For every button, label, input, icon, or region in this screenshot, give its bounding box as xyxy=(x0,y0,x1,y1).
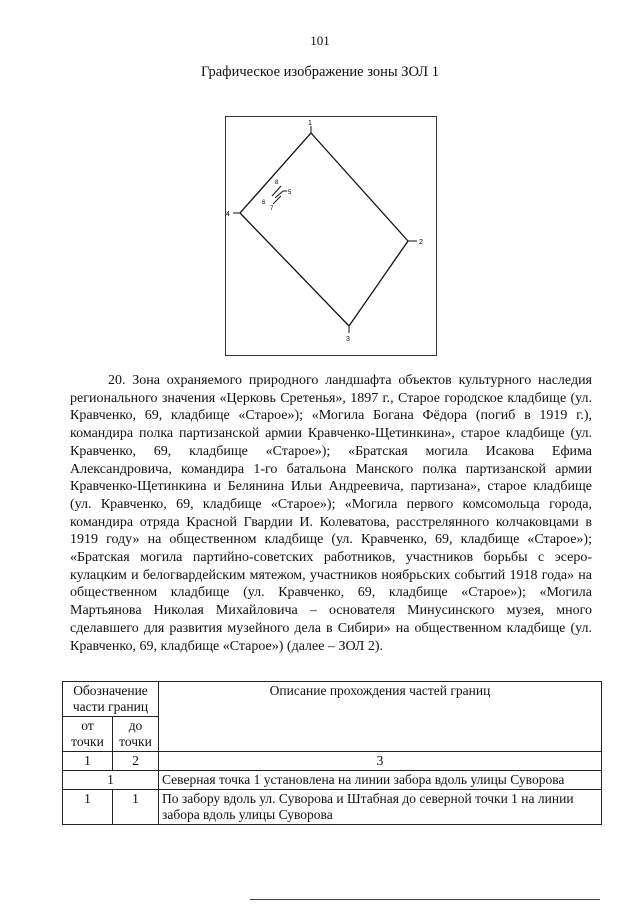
zone-boundary-diagram xyxy=(225,116,437,356)
point-label-3: 3 xyxy=(346,336,350,343)
table-row xyxy=(63,771,602,790)
column-number: 3 xyxy=(159,752,602,771)
header-description: Описание прохождения частей границ xyxy=(159,682,602,752)
scan-edge-line xyxy=(250,899,600,900)
from-cell: 1 xyxy=(63,790,113,825)
zone-description-paragraph: 20. Зона охраняемого природного ландшафта объектов культурного наследия регионального значения «Церковь Сретенья», 1897 г., Старое городское кладбище (ул. Кравченко, 69, кладбище «Старое»); «Могила Богана Фёдора (погиб в 1919 г.), командира полка партизанской армии Кравченко-Щетинкина», старое кладбище (ул. Кравченко, 69, кладбище «Старое»); «Братская могила Исакова Ефима Александровича, командира 1-го батальона Манского полка партизанской армии Кравченко-Щетинкина и Белянина Ильи Андреевича, партизана», старое кладбище (ул. Кравченко, 69, кладбище «Старое»); «Могила первого комсомольца города, командира отряда Красной Гвардии И. Колеватова, расстрелянного колчаковцами в 1919 году» на общественном кладбище (ул. Кравченко, 69, кладбище «Старое»); «Братская могила партийно-советских работников, участников борьбы с эсеро-кулацким и белогвардейским мятежом, участников ноябрьских событий 1918 года» на общественном кладбище (ул. Кравченко, 69, кладбище «Старое»); «Могила Мартьянова Николая Михайловича – основателя Минусинского музея, много сделавшего для развития музейного дела в Сибири» на общественном кладбище (ул. Кравченко, 69, кладбище «Старое») (далее – ЗОЛ 2). xyxy=(70,373,592,654)
point-cell: 1 xyxy=(63,771,159,790)
point-label-8: 8 xyxy=(275,180,279,186)
point-label-7: 7 xyxy=(270,206,274,212)
point-label-4: 4 xyxy=(226,211,230,218)
table-row xyxy=(63,790,602,825)
header-designation: Обозначение части границ xyxy=(63,682,159,717)
page-number: 101 xyxy=(310,33,330,48)
table-numbering-row xyxy=(63,752,602,771)
point-label-5: 5 xyxy=(288,190,292,196)
column-number: 1 xyxy=(63,752,113,771)
zone-boundary-line xyxy=(240,133,408,326)
inner-segment xyxy=(273,196,281,204)
header-from: от точки xyxy=(63,717,113,752)
diagram-frame xyxy=(226,117,437,356)
boundary-table xyxy=(62,681,602,825)
header-to: до точки xyxy=(113,717,159,752)
table-header-row xyxy=(63,682,602,717)
column-number: 2 xyxy=(113,752,159,771)
to-cell: 1 xyxy=(113,790,159,825)
description-cell: По забору вдоль ул. Суворова и Штабная до северной точки 1 на линии забора вдоль улицы Суворова xyxy=(159,790,602,825)
point-label-2: 2 xyxy=(419,239,423,246)
point-label-6: 6 xyxy=(262,200,266,206)
description-cell: Северная точка 1 установлена на линии забора вдоль улицы Суворова xyxy=(159,771,602,790)
diagram-title: Графическое изображение зоны ЗОЛ 1 xyxy=(201,64,439,80)
point-label-1: 1 xyxy=(308,120,312,127)
